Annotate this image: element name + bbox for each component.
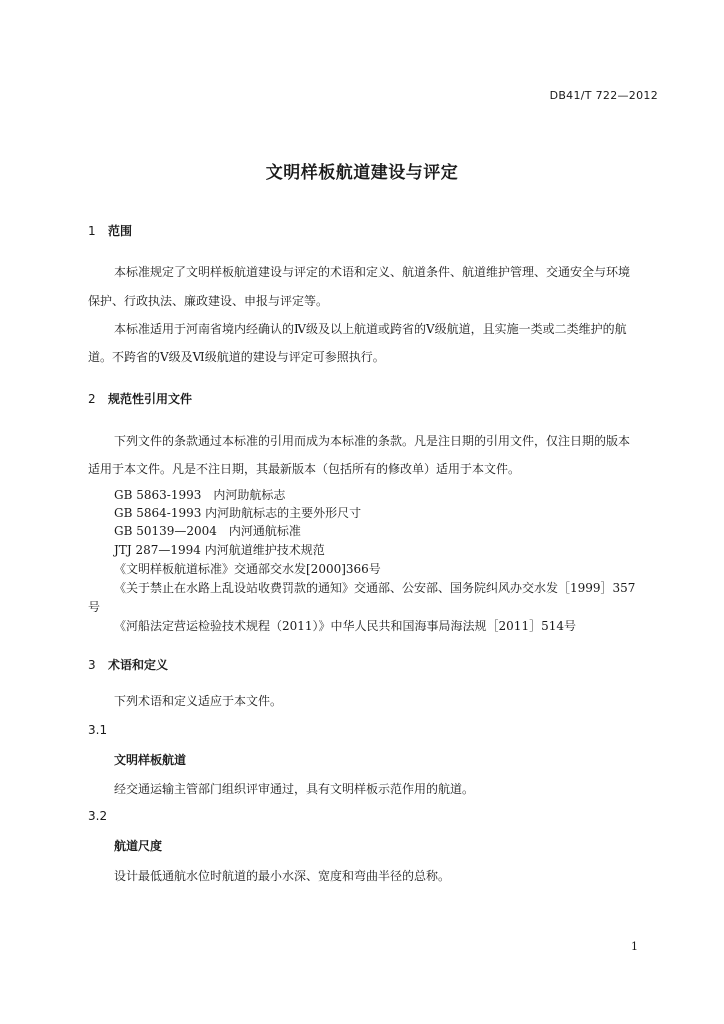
section-3-heading: [88, 656, 168, 673]
reference-item-continuation: 号: [88, 600, 101, 614]
section-1-paragraph-1-line-2: 保护、行政执法、廉政建设、申报与评定等。: [88, 294, 329, 308]
term-number: 3.2: [88, 809, 108, 823]
section-1-heading: [88, 222, 132, 239]
section-2-paragraph-line-2: 适用于本文件。凡是不注日期，其最新版本（包括所有的修改单）适用于本文件。: [88, 462, 521, 476]
section-1-paragraph-1-line-1: 本标准规定了文明样板航道建设与评定的术语和定义、航道条件、航道维护管理、交通安全与环境: [114, 265, 631, 279]
reference-item: JTJ 287—1994 内河航道维护技术规范: [114, 543, 325, 557]
section-3-number: 3: [88, 658, 96, 672]
section-1-number: 1: [88, 224, 96, 238]
document-title: 文明样板航道建设与评定: [265, 163, 459, 183]
reference-item: 《关于禁止在水路上乱设站收费罚款的通知》交通部、公安部、国务院纠风办交水发［1999］357: [114, 581, 636, 595]
section-1-paragraph-2-line-2: 道。不跨省的Ⅴ级及Ⅵ级航道的建设与评定可参照执行。: [88, 350, 385, 364]
standard-code: DB41/T 722—2012: [549, 89, 658, 102]
section-2-heading: [88, 390, 192, 407]
section-3-intro: 下列术语和定义适应于本文件。: [114, 694, 283, 708]
reference-item: GB 5863-1993 内河助航标志: [114, 488, 286, 502]
term-name: 航道尺度: [114, 839, 163, 853]
reference-item: 《文明样板航道标准》交通部交水发[2000]366号: [114, 562, 381, 576]
reference-item: GB 5864-1993 内河助航标志的主要外形尺寸: [114, 506, 362, 520]
section-2-title: 规范性引用文件: [108, 392, 193, 406]
section-1-paragraph-2-line-1: 本标准适用于河南省境内经确认的Ⅳ级及以上航道或跨省的Ⅴ级航道，且实施一类或二类维护的航: [114, 322, 627, 336]
term-name: 文明样板航道: [114, 753, 187, 767]
section-1-title: 范围: [108, 224, 133, 238]
term-number: 3.1: [88, 723, 108, 737]
reference-item: GB 50139—2004 内河通航标准: [114, 524, 301, 538]
term-definition: 设计最低通航水位时航道的最小水深、宽度和弯曲半径的总称。: [114, 869, 451, 883]
section-2-number: 2: [88, 392, 96, 406]
term-definition: 经交通运输主管部门组织评审通过，具有文明样板示范作用的航道。: [114, 782, 475, 796]
reference-item: 《河船法定营运检验技术规程（2011）》中华人民共和国海事局海法规［2011］514号: [114, 619, 576, 633]
section-2-paragraph-line-1: 下列文件的条款通过本标准的引用而成为本标准的条款。凡是注日期的引用文件，仅注日期的版本: [114, 434, 631, 448]
section-3-title: 术语和定义: [108, 658, 169, 672]
page-number: 1: [631, 940, 638, 953]
